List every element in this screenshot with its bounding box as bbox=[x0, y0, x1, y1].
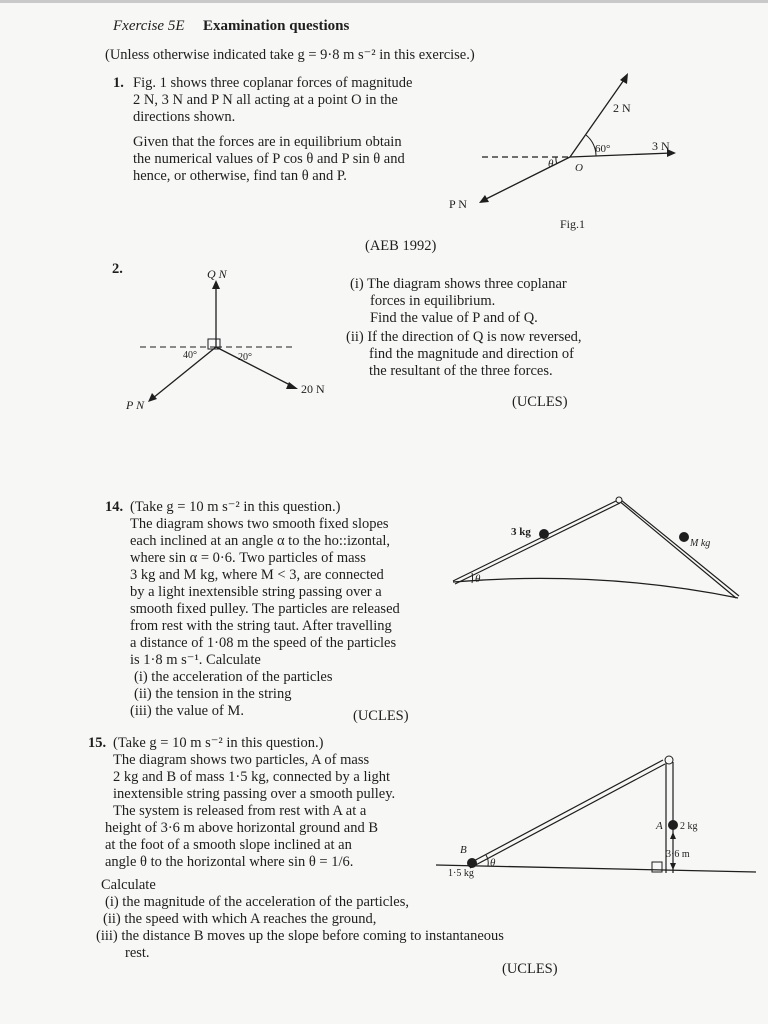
angle-20-label: 20° bbox=[238, 352, 252, 363]
angle-theta-label: θ bbox=[490, 857, 496, 869]
question-number: 15. bbox=[88, 735, 107, 751]
angle-theta-label: θ bbox=[475, 573, 481, 585]
mass-a-label: 2 kg bbox=[680, 821, 698, 832]
exam-source: (UCLES) bbox=[512, 394, 568, 410]
force-pn-label: P N bbox=[449, 197, 467, 211]
angle-40-label: 40° bbox=[183, 350, 197, 361]
label-b: B bbox=[460, 844, 467, 856]
force-2n-label: 2 N bbox=[613, 101, 631, 115]
point-o-label: O bbox=[575, 162, 583, 174]
force-20n-label: 20 N bbox=[301, 382, 325, 396]
exam-source: (UCLES) bbox=[353, 708, 409, 724]
figure-caption: Fig.1 bbox=[560, 217, 586, 231]
force-q-label: Q N bbox=[207, 267, 227, 281]
page-title: Examination questions bbox=[203, 18, 350, 34]
force-p-label: P N bbox=[126, 398, 145, 412]
angle-60-label: 60° bbox=[595, 143, 611, 155]
question-15-text: (Take g = 10 m s⁻² in this question.) The diagram shows two particles, A of mass 2 kg and B of mass 1·5 kg, connected by a light inextensible string passing over a smooth pulley. The system is released from rest with A at a height of 3·6 m above horizontal ground and B at the foot of a smooth slope inclined at an angle θ to the horizontal where sin θ = 1/6. bbox=[105, 735, 396, 870]
height-label: 3·6 m bbox=[666, 849, 690, 860]
question-2-part-i: (i) The diagram shows three coplanar forces in equilibrium. Find the value of P and of Q. bbox=[350, 276, 567, 326]
angle-theta-label: θ bbox=[548, 158, 554, 170]
question-15-parts: Calculate (i) the magnitude of the acceleration of the particles, (ii) the speed with which A reaches the ground, (iii) the distance B moves up the slope before coming to instantaneous rest. bbox=[96, 877, 504, 961]
question-2-part-ii: (ii) If the direction of Q is now reversed, find the magnitude and direction of the resultant of the three forces. bbox=[346, 329, 582, 379]
question-1-text: Fig. 1 shows three coplanar forces of magnitude 2 N, 3 N and P N all acting at a point O in the directions shown. Given that the forces are in equilibrium obtain the numerical values of P cos θ and P sin θ and hence, or otherwise, find tan θ and P. bbox=[133, 75, 413, 184]
mass-m-label: M kg bbox=[690, 538, 711, 549]
mass-b-label: 1·5 kg bbox=[448, 868, 474, 879]
mass-3kg-label: 3 kg bbox=[511, 526, 531, 538]
gravity-note: (Unless otherwise indicated take g = 9·8 m s⁻² in this exercise.) bbox=[105, 47, 475, 63]
question-14-text: (Take g = 10 m s⁻² in this question.) The diagram shows two smooth fixed slopes each inclined at an angle α to the ho::izontal, where sin α = 0·6. Two particles of mass 3 kg and M kg, where M < 3, are connected by a light inextensible string passing over a smooth fixed pulley. The particles are released from rest with the string taut. After travelling a distance of 1·08 m the speed of the particles is 1·8 m s⁻¹. Calculate (i) the acceleration of the particles (ii) the tension in the string (iii) the value of M. bbox=[130, 499, 400, 719]
label-a: A bbox=[656, 820, 663, 832]
force-3n-label: 3 N bbox=[652, 139, 670, 153]
question-number: 14. bbox=[105, 499, 124, 515]
question-number: 1. bbox=[113, 75, 124, 91]
question-number: 2. bbox=[112, 261, 123, 277]
exam-source: (UCLES) bbox=[502, 961, 558, 977]
exercise-label: Fxercise 5E bbox=[113, 18, 185, 34]
exam-source: (AEB 1992) bbox=[365, 238, 437, 254]
